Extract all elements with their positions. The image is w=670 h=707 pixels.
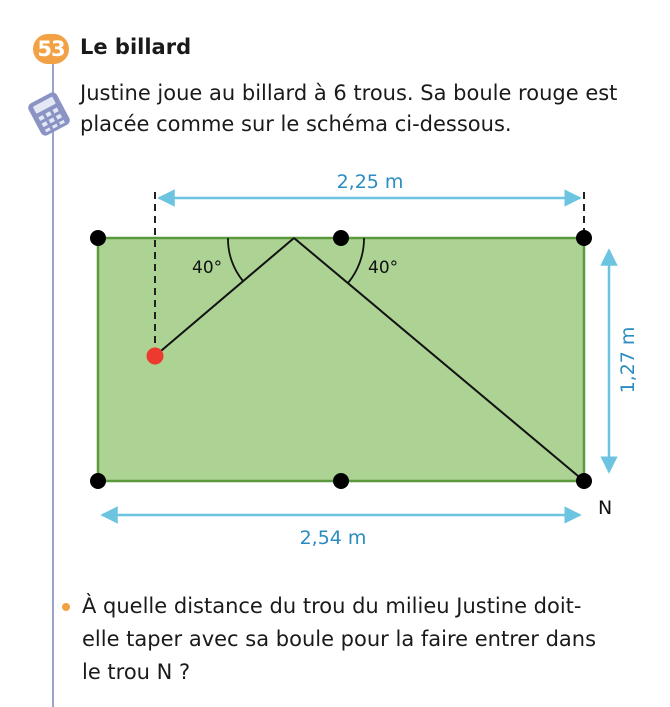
billiard-table xyxy=(98,238,584,481)
side-length-label: 1,27 m xyxy=(617,326,639,394)
red-ball xyxy=(147,348,164,365)
hole-bottom-left xyxy=(90,473,106,489)
hole-n xyxy=(576,473,592,489)
hole-top-right xyxy=(576,230,592,246)
hole-top-middle xyxy=(333,230,349,246)
angle-label-right: 40° xyxy=(368,258,399,278)
statement-line: Justine joue au billard à 6 trous. Sa boule rouge est xyxy=(80,81,618,105)
bottom-length-label: 2,54 m xyxy=(299,527,367,549)
hole-top-left xyxy=(90,230,106,246)
hole-bottom-middle xyxy=(333,473,349,489)
question xyxy=(82,590,642,689)
exercise-title: Le billard xyxy=(80,35,192,59)
question-line: le trou N ? xyxy=(82,660,191,684)
statement-line: placée comme sur le schéma ci-dessous. xyxy=(80,112,512,136)
exercise-number-badge: 53 xyxy=(33,34,69,64)
question-line: elle taper avec sa boule pour la faire entrer dans xyxy=(82,627,597,651)
hole-n-label: N xyxy=(598,497,613,519)
top-length-label: 2,25 m xyxy=(336,171,404,193)
question-line: À quelle distance du trou du milieu Justine doit- xyxy=(82,594,582,618)
bullet-icon xyxy=(62,603,70,611)
angle-label-left: 40° xyxy=(192,258,223,278)
